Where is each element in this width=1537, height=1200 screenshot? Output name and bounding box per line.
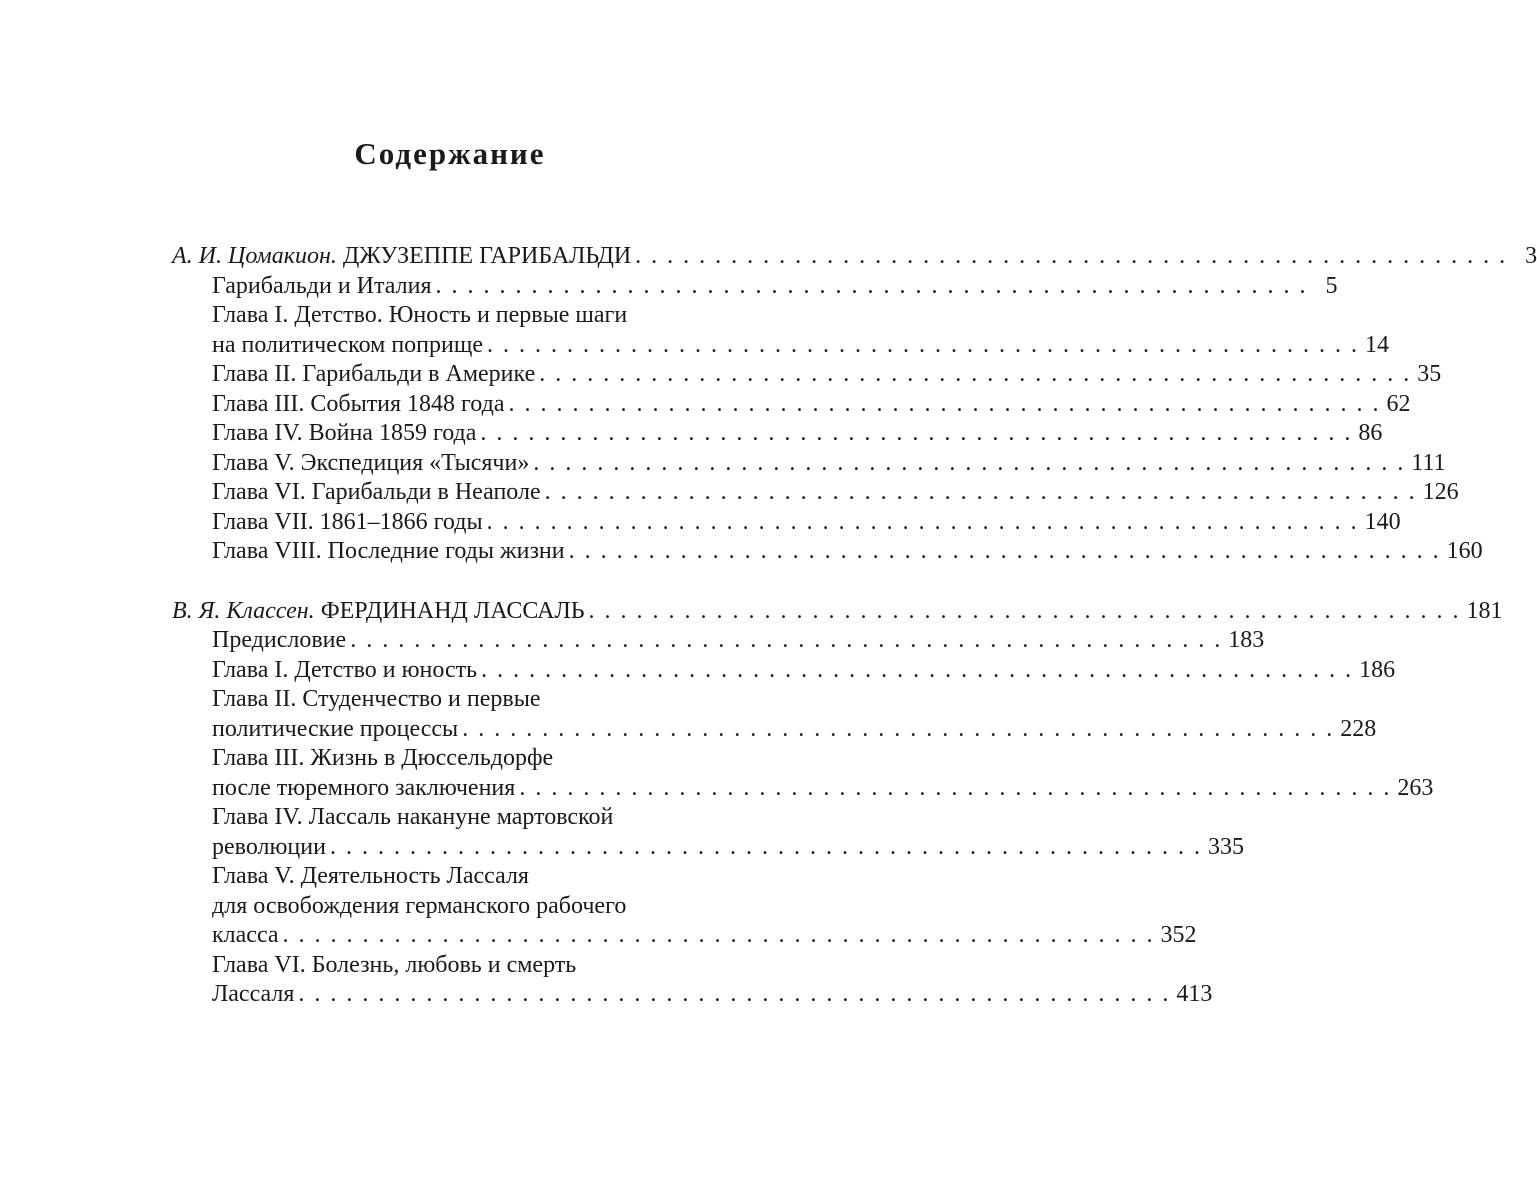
section-author: В. Я. Классен. (172, 597, 315, 624)
toc-entry-text: Глава I. Детство и юность (212, 656, 478, 683)
toc-entry-line (172, 803, 715, 833)
toc-entry-text: Глава VI. Болезнь, любовь и смерть (212, 951, 577, 978)
page-number: 86 (1358, 420, 1383, 446)
toc-entry-text: на политическом поприще (212, 331, 483, 358)
toc-entry-line (172, 390, 1411, 420)
page-number: 335 (1207, 833, 1244, 860)
dot-leader: . . . . . . . . . . . . . . . . . . . . . . . . . . . . . . . . . . . . . . . . . . . . . . . . . . . . . . . (533, 449, 1406, 476)
toc-entry-text: Глава III. Жизнь в Дюссельдорфе (212, 745, 554, 771)
toc-entry-line (172, 360, 1442, 390)
toc-entry-text: революции (212, 833, 326, 860)
table-of-contents (172, 242, 1537, 1010)
toc-entry-text: Глава II. Студенчество и первые (212, 686, 541, 712)
section-heading-text (172, 597, 585, 627)
page-number: 140 (1364, 508, 1401, 535)
toc-entry-line (172, 301, 715, 331)
toc-entry-text: Лассаля (212, 981, 295, 1007)
toc-entry-text: Глава IV. Лассаль накануне мартовской (212, 804, 614, 830)
dot-leader: . . . . . . . . . . . . . . . . . . . . . . . . . . . . . . . . . . . . . . . . . . . . . . . . . . . . . . . (539, 361, 1412, 387)
toc-entry-text: Глава I. Детство. Юность и первые шаги (212, 302, 628, 328)
toc-entry-line (172, 892, 715, 922)
toc-entry-text: Предисловие (212, 627, 347, 653)
toc-entry-text: политические процессы (212, 715, 459, 742)
toc-entry-text: Глава VI. Гарибальди в Неаполе (212, 479, 541, 505)
toc-entry-line (172, 980, 1213, 1010)
toc-entry-text: Гарибальди и Италия (212, 272, 432, 299)
page-number: 228 (1340, 715, 1377, 742)
toc-entry-text: Глава IV. Война 1859 года (212, 420, 477, 446)
page-number: 126 (1422, 479, 1459, 505)
toc-section (172, 597, 1503, 1010)
page-number: 181 (1466, 597, 1503, 624)
toc-entry-line (172, 744, 715, 774)
toc-entry-line (172, 449, 1446, 479)
dot-leader: . . . . . . . . . . . . . . . . . . . . . . . . . . . . . . . . . . . . . . . . . . . . . . . . . . . . . . . (462, 715, 1335, 742)
page-number: 5 (1325, 272, 1338, 299)
toc-entry-line (172, 419, 1383, 449)
toc-entry-line (172, 774, 1434, 804)
dot-leader: . . . . . . . . . . . . . . . . . . . . . . . . . . . . . . . . . . . . . . . . . . . . . . . . . . . . . . . (544, 479, 1417, 505)
page-number: 352 (1160, 922, 1197, 948)
toc-entry-text: Глава III. События 1848 года (212, 390, 505, 417)
section-work-title: ДЖУЗЕППЕ ГАРИБАЛЬДИ (342, 243, 632, 269)
page-title: Содержание (354, 136, 546, 171)
toc-entry-text: Глава V. Деятельность Лассаля (212, 863, 529, 889)
page-number: 183 (1228, 627, 1265, 653)
toc-section (172, 242, 1537, 567)
page-number: 160 (1446, 538, 1483, 564)
toc-entry-line (172, 715, 1377, 745)
section-heading-text (172, 242, 631, 272)
dot-leader: . . . . . . . . . . . . . . . . . . . . . . . . . . . . . . . . . . . . . . . . . . . . . . . . . . . . . . . (568, 538, 1441, 564)
section-heading (172, 597, 1503, 627)
dot-leader: . . . . . . . . . . . . . . . . . . . . . . . . . . . . . . . . . . . . . . . . . . . . . . . . . . . . . . . (519, 774, 1392, 801)
dot-leader: . . . . . . . . . . . . . . . . . . . . . . . . . . . . . . . . . . . . . . . . . . . . . . . . . . . . . . . (486, 331, 1359, 358)
section-author: А. И. Цомакион. (172, 243, 337, 269)
section-heading (172, 242, 1537, 272)
toc-entry-text: класса (212, 922, 279, 948)
dot-leader: . . . . . . . . . . . . . . . . . . . . . . . . . . . . . . . . . . . . . . . . . . . . . . . . . . . . . . . (329, 833, 1202, 860)
dot-leader: . . . . . . . . . . . . . . . . . . . . . . . . . . . . . . . . . . . . . . . . . . . . . . . . . . . . . . . (282, 922, 1155, 948)
toc-entry-text: Глава VII. 1861–1866 годы (212, 508, 483, 535)
toc-entry-line (172, 331, 1389, 361)
page-number: 35 (1417, 361, 1442, 387)
dot-leader: . . . . . . . . . . . . . . . . . . . . . . . . . . . . . . . . . . . . . . . . . . . . . . . . . . . . . . . (588, 597, 1461, 624)
dot-leader: . . . . . . . . . . . . . . . . . . . . . . . . . . . . . . . . . . . . . . . . . . . . . . . . . . . . . . . (480, 420, 1353, 446)
dot-leader: . . . . . . . . . . . . . . . . . . . . . . . . . . . . . . . . . . . . . . . . . . . . . . . . . . . . . . . (635, 243, 1508, 269)
toc-entry-line (172, 833, 1244, 863)
toc-entry-line (172, 921, 1197, 951)
dot-leader: . . . . . . . . . . . . . . . . . . . . . . . . . . . . . . . . . . . . . . . . . . . . . . . . . . . . . . . (508, 390, 1381, 417)
toc-entry-text: для освобождения германского рабочего (212, 892, 627, 919)
section-work-title: ФЕРДИНАНД ЛАССАЛЬ (320, 597, 585, 624)
toc-entry-line (172, 508, 1401, 538)
toc-entry-line (172, 478, 1459, 508)
dot-leader: . . . . . . . . . . . . . . . . . . . . . . . . . . . . . . . . . . . . . . . . . . . . . . . . . . . . . . . (435, 272, 1308, 299)
toc-entry-text: Глава V. Экспедиция «Тысячи» (212, 449, 530, 476)
toc-entry-line (172, 951, 715, 981)
page-number: 186 (1359, 656, 1396, 683)
toc-entry-line (172, 862, 715, 892)
toc-entry-line (172, 272, 1338, 302)
dot-leader: . . . . . . . . . . . . . . . . . . . . . . . . . . . . . . . . . . . . . . . . . . . . . . . . . . . . . . . (481, 656, 1354, 683)
toc-entry-line (172, 626, 1265, 656)
toc-entry-line (172, 537, 1483, 567)
page-number: 111 (1411, 449, 1446, 476)
page-number: 263 (1397, 774, 1434, 801)
page-number: 3 (1525, 243, 1537, 269)
dot-leader: . . . . . . . . . . . . . . . . . . . . . . . . . . . . . . . . . . . . . . . . . . . . . . . . . . . . . . . (486, 508, 1359, 535)
page-number: 413 (1176, 981, 1213, 1007)
dot-leader: . . . . . . . . . . . . . . . . . . . . . . . . . . . . . . . . . . . . . . . . . . . . . . . . . . . . . . . (298, 981, 1171, 1007)
page-number: 62 (1386, 390, 1411, 417)
toc-entry-text: после тюремного заключения (212, 774, 516, 801)
dot-leader: . . . . . . . . . . . . . . . . . . . . . . . . . . . . . . . . . . . . . . . . . . . . . . . . . . . . . . . (350, 627, 1223, 653)
page-number: 14 (1364, 331, 1389, 358)
toc-entry-line (172, 685, 715, 715)
toc-entry-text: Глава II. Гарибальди в Америке (212, 361, 536, 387)
toc-entry-line (172, 656, 1396, 686)
toc-entry-text: Глава VIII. Последние годы жизни (212, 538, 565, 564)
